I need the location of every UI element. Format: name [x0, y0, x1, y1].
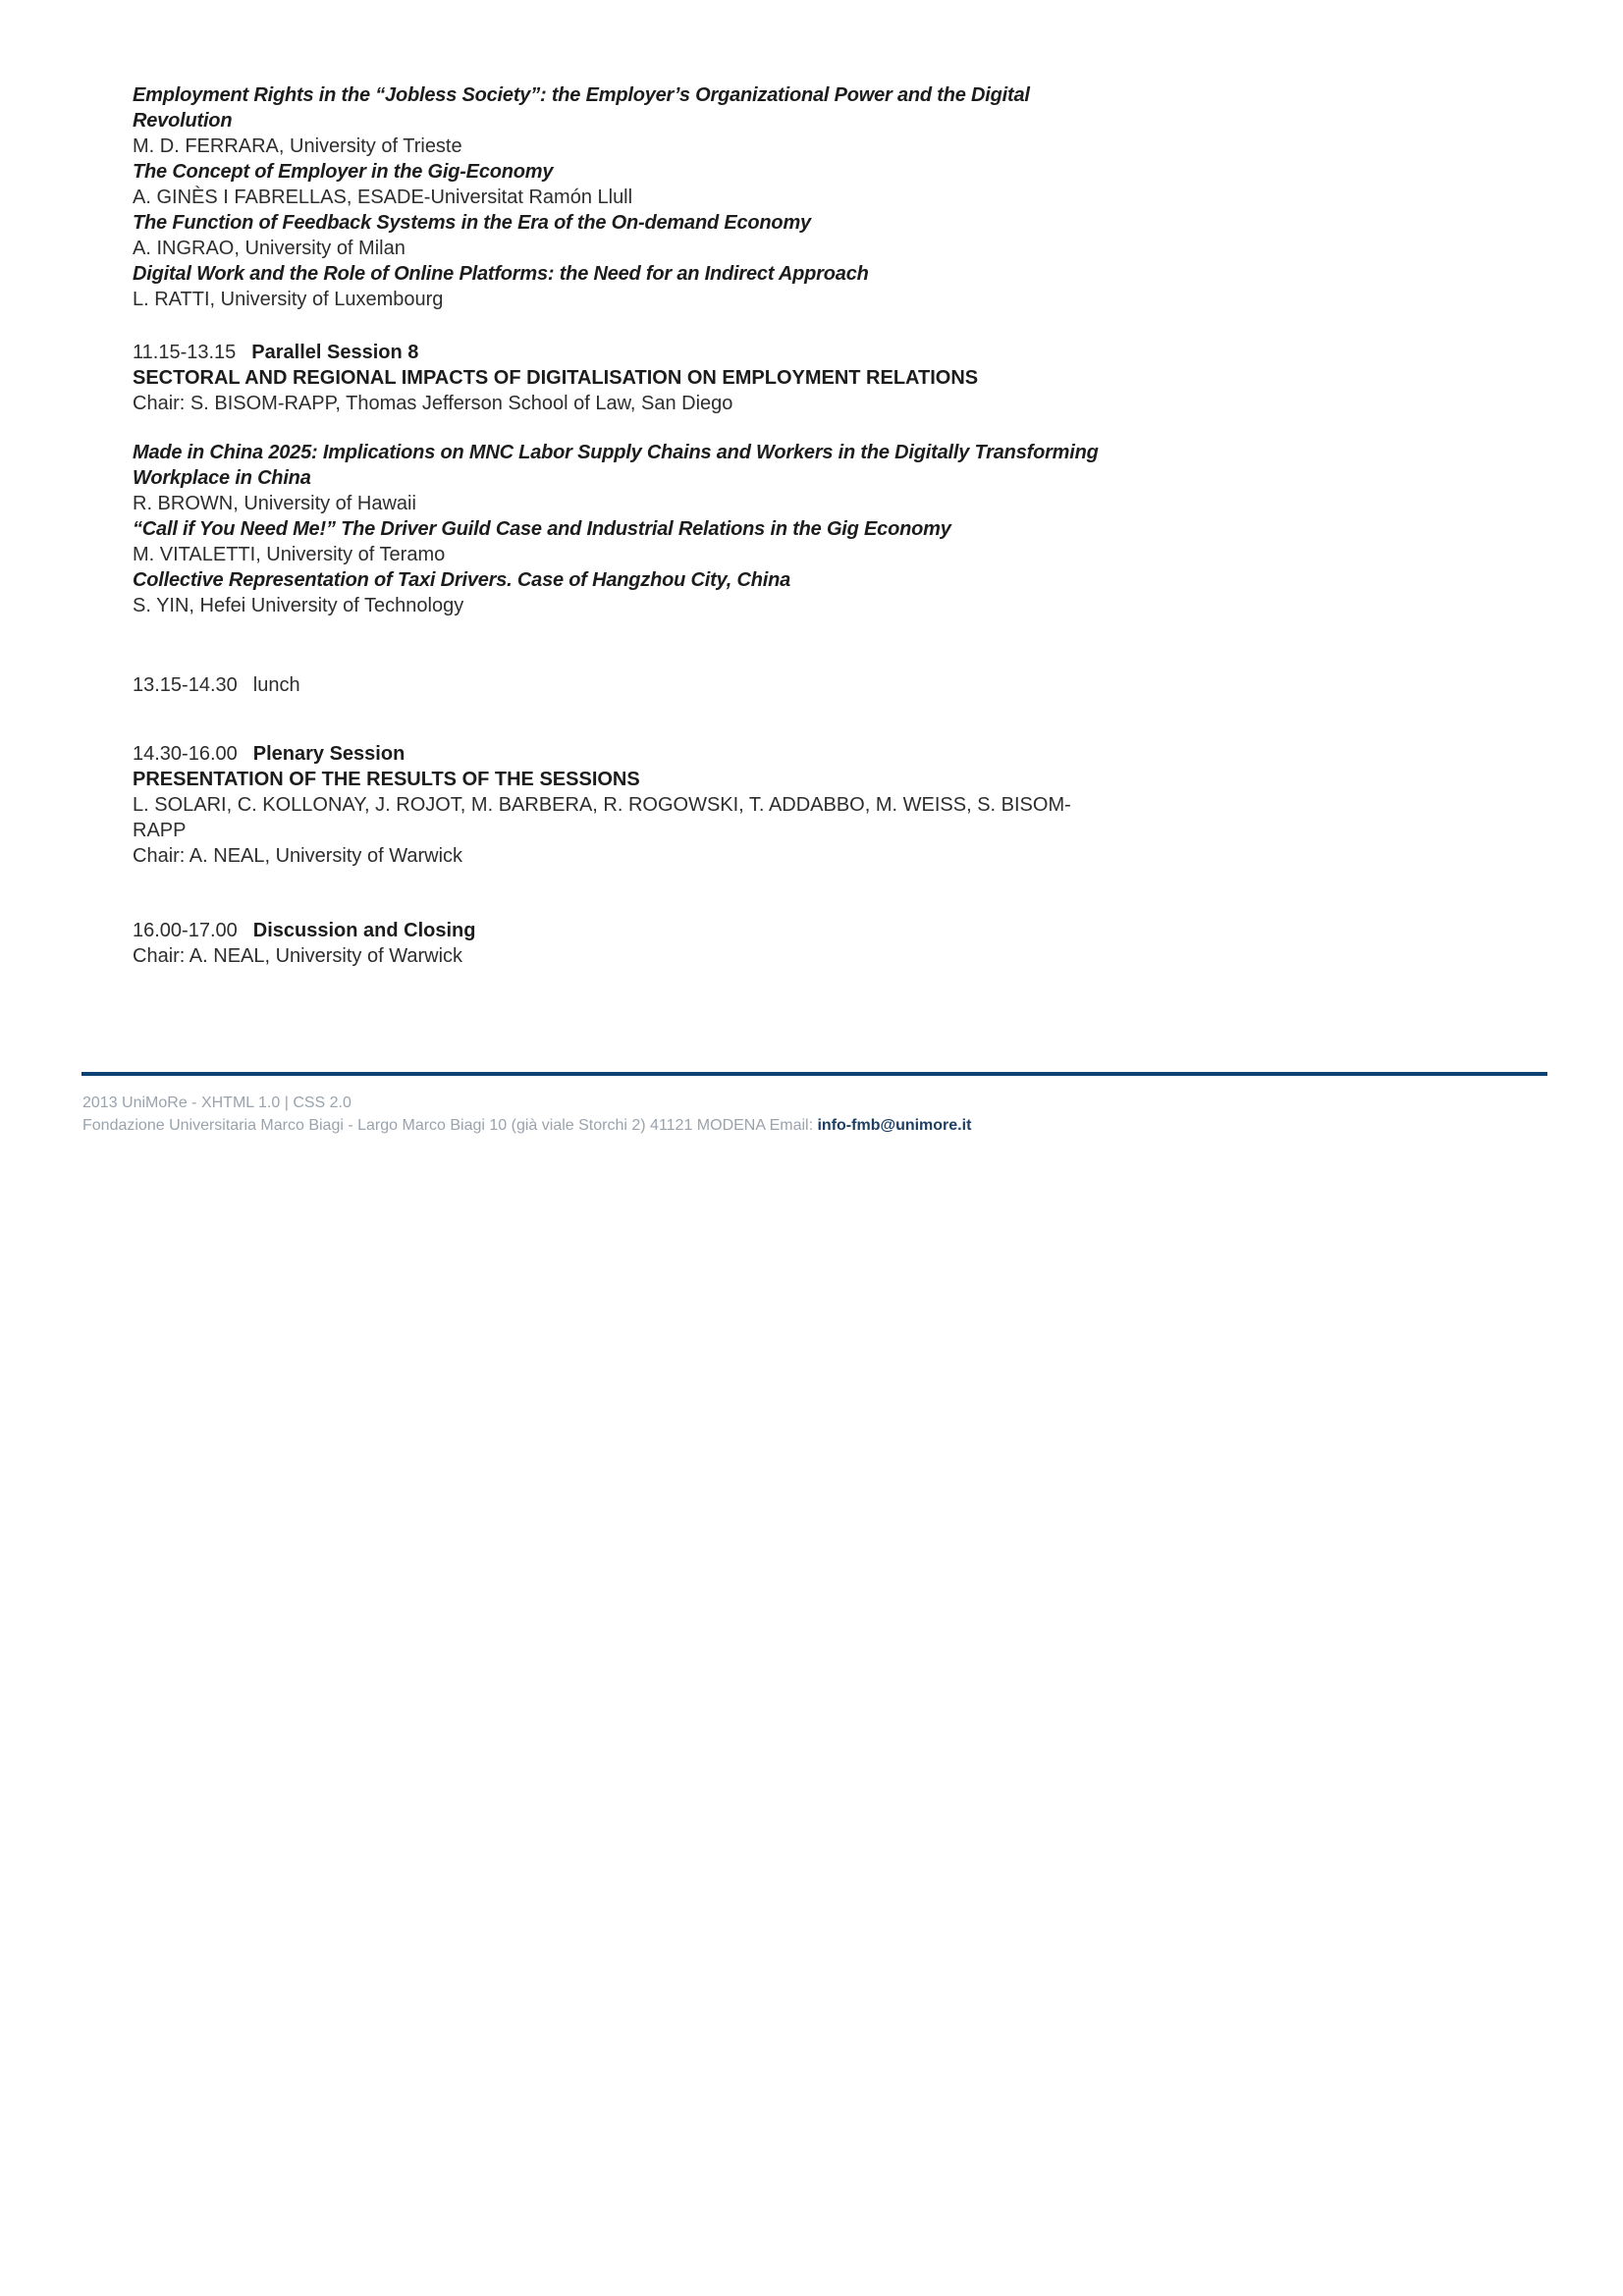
session8-talks-list	[133, 440, 1124, 618]
lunch-time: 13.15-14.30	[133, 674, 238, 696]
session8-time: 11.15-13.15	[133, 342, 237, 363]
talk-title: The Concept of Employer in the Gig-Economy	[133, 161, 554, 183]
footer-address-line	[82, 1114, 1555, 1137]
talk-title: Made in China 2025: Implications on MNC Labor Supply Chains and Workers in the Digitally Transforming Workplace in China	[133, 442, 1099, 489]
talk-speaker: A. INGRAO, University of Milan	[133, 238, 406, 259]
footer-credits-line: 2013 UniMoRe - XHTML 1.0 | CSS 2.0	[82, 1095, 352, 1111]
talk-speaker: S. YIN, Hefei University of Technology	[133, 595, 464, 616]
talk-speaker: A. GINÈS I FABRELLAS, ESADE-Universitat Ramón Llull	[133, 187, 633, 208]
plenary-title: PRESENTATION OF THE RESULTS OF THE SESSIONS	[133, 769, 640, 790]
plenary-time: 14.30-16.00	[133, 743, 238, 765]
plenary-label: Plenary Session	[252, 743, 406, 765]
footer-divider-rule	[81, 1072, 1547, 1076]
closing-time-line	[133, 918, 1124, 943]
talk-title: “Call if You Need Me!” The Driver Guild Case and Industrial Relations in the Gig Economy	[133, 518, 951, 540]
session8-title: SECTORAL AND REGIONAL IMPACTS OF DIGITALISATION ON EMPLOYMENT RELATIONS	[133, 367, 979, 389]
talk-speaker: M. D. FERRARA, University of Trieste	[133, 135, 462, 157]
lunch-label: lunch	[252, 674, 300, 696]
talk-title: Digital Work and the Role of Online Platforms: the Need for an Indirect Approach	[133, 263, 869, 285]
morning-talks-list	[133, 82, 1124, 312]
session8-label: Parallel Session 8	[251, 342, 419, 363]
footer-address-text: Fondazione Universitaria Marco Biagi - Largo Marco Biagi 10 (già viale Storchi 2) 41121 MODENA Email:	[82, 1117, 818, 1134]
talk-speaker: R. BROWN, University of Hawaii	[133, 493, 416, 514]
page-footer	[82, 1092, 1555, 1137]
lunch-time-line	[133, 672, 1124, 698]
session8-time-line	[133, 340, 1124, 365]
closing-session-block	[133, 918, 1124, 969]
conference-program-content	[133, 82, 1124, 969]
plenary-session-block	[133, 741, 1124, 869]
plenary-time-line	[133, 741, 1124, 767]
session8-chair: Chair: S. BISOM-RAPP, Thomas Jefferson School of Law, San Diego	[133, 393, 733, 414]
talk-title: Employment Rights in the “Jobless Society”: the Employer’s Organizational Power and the Digital Revolution	[133, 84, 1030, 132]
plenary-panelists: L. SOLARI, C. KOLLONAY, J. ROJOT, M. BARBERA, R. ROGOWSKI, T. ADDABBO, M. WEISS, S. BISOM-RAPP	[133, 794, 1071, 841]
closing-chair: Chair: A. NEAL, University of Warwick	[133, 945, 463, 967]
closing-time: 16.00-17.00	[133, 920, 238, 941]
session8-header	[133, 340, 1124, 416]
talk-title: Collective Representation of Taxi Drivers. Case of Hangzhou City, China	[133, 569, 791, 591]
footer-email-link[interactable]: info-fmb@unimore.it	[817, 1117, 972, 1134]
plenary-chair: Chair: A. NEAL, University of Warwick	[133, 845, 463, 867]
talk-speaker: M. VITALETTI, University of Teramo	[133, 544, 446, 565]
closing-label: Discussion and Closing	[252, 920, 476, 941]
talk-title: The Function of Feedback Systems in the Era of the On-demand Economy	[133, 212, 811, 234]
lunch-block	[133, 672, 1124, 698]
talk-speaker: L. RATTI, University of Luxembourg	[133, 289, 444, 310]
